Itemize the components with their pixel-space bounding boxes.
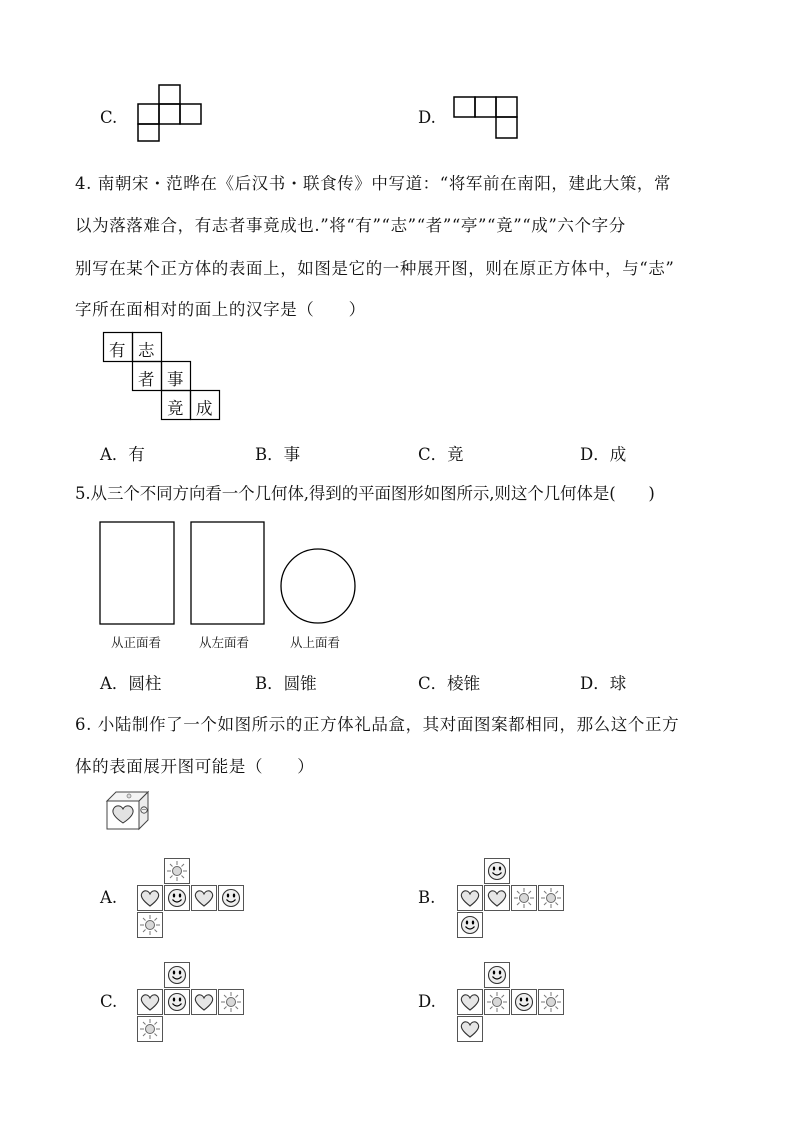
view-label-left: 从左面看 xyxy=(199,635,250,650)
heart-icon xyxy=(138,990,163,1015)
sun-icon xyxy=(512,886,537,911)
sun-icon xyxy=(485,990,510,1015)
heart-icon xyxy=(485,886,510,911)
net-cell-jing: 竟 xyxy=(167,399,184,418)
view-label-front: 从正面看 xyxy=(111,635,162,650)
q3-option-c-net xyxy=(137,84,203,142)
smiley-icon xyxy=(458,913,483,938)
net-cell-you: 有 xyxy=(109,341,126,360)
smiley-icon xyxy=(165,990,190,1015)
q4-stem-line-1: 4. 南朝宋・范晔在《后汉书・联食传》中写道：“将军前在南阳，建此大策，常 xyxy=(75,174,672,193)
front-view-rectangle xyxy=(100,522,174,624)
sun-icon xyxy=(165,859,190,884)
smiley-icon xyxy=(512,990,537,1015)
sun-icon xyxy=(138,913,163,938)
heart-icon xyxy=(458,886,483,911)
q4-option-b: B．事 xyxy=(255,445,301,464)
heart-icon xyxy=(458,990,483,1015)
left-view-rectangle xyxy=(191,522,264,624)
sun-icon xyxy=(539,990,564,1015)
smiley-icon xyxy=(141,807,147,813)
top-view-circle xyxy=(281,549,355,623)
heart-icon xyxy=(192,886,217,911)
net-cell-zhe: 者 xyxy=(138,370,155,389)
q5-option-a: A．圆柱 xyxy=(100,674,162,693)
view-label-top: 从上面看 xyxy=(290,635,341,650)
q6-option-a-net xyxy=(137,858,245,938)
heart-icon xyxy=(138,886,163,911)
gift-box xyxy=(106,791,150,831)
sun-icon xyxy=(539,886,564,911)
q6-option-b-label: B. xyxy=(418,888,436,907)
heart-icon xyxy=(458,1017,483,1042)
net-cell-zhi: 志 xyxy=(138,341,155,360)
heart-icon xyxy=(192,990,217,1015)
q6-option-d-label: D. xyxy=(418,992,436,1011)
net-cell-shi: 事 xyxy=(167,370,184,389)
q5-option-b: B．圆锥 xyxy=(255,674,317,693)
q5-stem: 5.从三个不同方向看一个几何体,得到的平面图形如图所示,则这个几何体是( ) xyxy=(75,484,655,503)
q6-option-b-net xyxy=(457,858,565,938)
q6-stem-line-2: 体的表面展开图可能是（ ） xyxy=(75,757,315,776)
q4-stem-line-4: 字所在面相对的面上的汉字是（ ） xyxy=(75,300,366,319)
sun-icon xyxy=(138,1017,163,1042)
q3-option-d-label: D. xyxy=(418,108,436,127)
q5-option-c: C．棱锥 xyxy=(418,674,481,693)
q4-stem-line-2: 以为落落难合，有志者事竟成也.”将“有”“志”“者”“亭”“竟”“成”六个字分 xyxy=(75,216,626,235)
sun-icon xyxy=(127,794,131,798)
smiley-icon xyxy=(219,886,244,911)
sun-icon xyxy=(219,990,244,1015)
smiley-icon xyxy=(165,963,190,988)
q3-option-d-net xyxy=(453,96,519,140)
q4-option-c: C．竟 xyxy=(418,445,464,464)
q6-option-d-net xyxy=(457,962,565,1042)
q6-option-a-label: A. xyxy=(100,888,118,907)
q5-option-d: D．球 xyxy=(580,674,627,693)
q4-option-d: D．成 xyxy=(580,445,627,464)
q5-views xyxy=(99,521,359,627)
smiley-icon xyxy=(165,886,190,911)
q6-stem-line-1: 6. 小陆制作了一个如图所示的正方体礼品盒，其对面图案都相同，那么这个正方 xyxy=(75,715,680,734)
smiley-icon xyxy=(485,859,510,884)
q3-option-c-label: C. xyxy=(100,108,118,127)
q6-option-c-label: C. xyxy=(100,992,118,1011)
q4-stem-line-3: 别写在某个正方体的表面上，如图是它的一种展开图，则在原正方体中，与“志” xyxy=(75,259,675,278)
smiley-icon xyxy=(485,963,510,988)
q4-option-a: A．有 xyxy=(100,445,145,464)
net-cell-cheng: 成 xyxy=(196,399,213,418)
q6-option-c-net xyxy=(137,962,245,1042)
